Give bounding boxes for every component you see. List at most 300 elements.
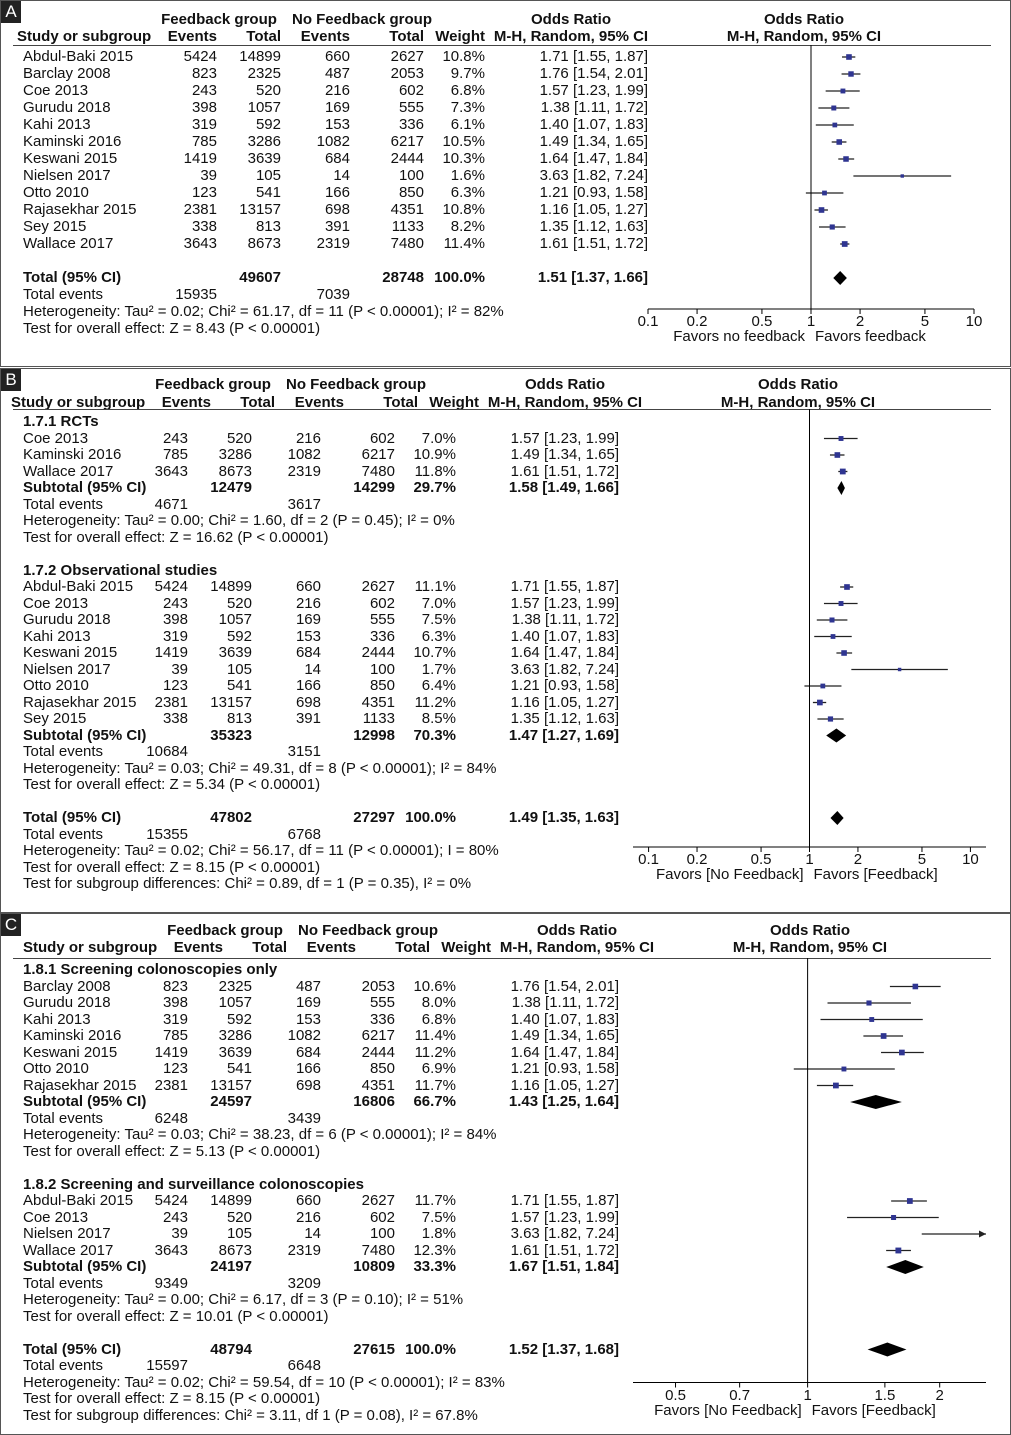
events1-cell: 785 [191,133,217,150]
study-column-header: Study or subgroup [23,939,158,956]
or-ci-cell: 1.38 [1.11, 1.72] [511,611,619,628]
total2-cell: 4351 [390,201,424,218]
events1-cell: 319 [162,627,188,645]
study-name: Coe 2013 [23,82,89,99]
or-ci-cell: 1.40 [1.07, 1.83] [510,627,619,645]
study-name: Nielsen 2017 [23,660,111,678]
or-ci-cell: 1.43 [1.25, 1.64] [508,1093,619,1110]
plot-title: Odds Ratio [763,11,844,28]
weight-cell: 11.8% [414,462,456,480]
or-ci-cell: 1.64 [1.47, 1.84] [510,644,619,661]
total2-cell: 2444 [361,644,395,661]
weight-cell: 7.5% [421,611,456,628]
events2-cell: 487 [324,65,350,82]
events1-cell: 823 [191,65,217,82]
weight-header: Weight [435,28,485,45]
x-tick-label: 0.1 [637,313,659,330]
total1-cell: 105 [226,1225,252,1242]
ci-arrow [979,1231,986,1238]
events2-total: 3151 [287,743,321,760]
events2-cell: 216 [295,429,321,447]
study-point [836,139,842,145]
study-point [869,1017,874,1022]
weight-cell: 8.5% [421,710,456,727]
or-ci-cell: 1.21 [0.93, 1.58] [510,677,619,694]
events1-cell: 1419 [154,1043,188,1061]
events-label: Total events [23,825,104,843]
study-point [913,984,919,990]
events2-total: 3617 [287,495,321,513]
events2-cell: 391 [295,710,321,727]
events1-cell: 2381 [154,1076,188,1094]
or-column-title: Odds Ratio [530,11,611,28]
study-name: Otto 2010 [23,1060,89,1077]
or-ci-cell: 1.71 [1.55, 1.87] [510,1192,619,1209]
study-point [842,241,848,247]
weight-cell: 100.0% [405,809,456,826]
x-tick-label: 0.2 [686,313,708,330]
x-tick-label: 5 [917,851,927,868]
total1-header: Total [252,939,287,956]
subtotal-label: Subtotal (95% CI) [23,726,147,744]
total2-cell: 555 [398,99,424,116]
study-point [866,1000,871,1005]
study-name: Kahi 2013 [23,627,91,645]
total1-cell: 592 [226,1010,252,1028]
total1-header: Total [246,28,281,45]
events2-cell: 14 [304,1225,321,1242]
study-name: Gurudu 2018 [23,99,111,116]
events1-cell: 338 [191,218,217,235]
study-point [881,1033,887,1039]
favors-right-label: Favors [Feedback] [811,1401,936,1419]
events2-cell: 169 [295,994,321,1011]
or-ci-cell: 1.51 [1.37, 1.66] [537,269,648,286]
weight-cell: 10.8% [442,48,485,65]
summary-text: Test for subgroup differences: Chi² = 0.89, df = 1 (P = 0.35), I² = 0% [23,875,472,892]
summary-text: Heterogeneity: Tau² = 0.00; Chi² = 1.60, df = 2 (P = 0.45); I² = 0% [23,512,455,529]
favors-left-label: Favors no feedback [673,328,805,345]
events2-cell: 14 [333,167,350,184]
subtotal-label: Subtotal (95% CI) [23,479,147,496]
x-tick-label: 0.5 [751,313,773,330]
weight-cell: 10.8% [442,201,485,218]
group2-header: No Feedback group [297,922,439,939]
weight-cell: 100.0% [405,1340,456,1358]
total2-cell: 850 [369,677,395,694]
total1-cell: 2325 [218,977,252,995]
study-point [843,156,849,162]
events1-cell: 123 [162,677,188,694]
study-name: Barclay 2008 [23,977,111,995]
study-point [833,1083,839,1089]
pooled-diamond [826,729,846,743]
total-label: Total (95% CI) [23,1340,122,1358]
events2-cell: 684 [295,644,321,661]
events1-header: Events [167,28,217,45]
weight-cell: 11.4% [443,235,485,252]
x-tick-label: 2 [853,851,863,868]
events1-cell: 39 [171,1225,188,1242]
weight-cell: 6.3% [421,627,456,645]
study-column-header: Study or subgroup [11,394,146,411]
total2-cell: 27615 [353,1340,395,1358]
weight-cell: 6.4% [421,677,456,694]
events2-cell: 216 [295,1208,321,1226]
or-ci-cell: 1.16 [1.05, 1.27] [510,1076,619,1094]
events1-cell: 338 [162,710,188,727]
events1-cell: 398 [162,611,188,628]
events2-cell: 216 [295,594,321,612]
events1-cell: 823 [162,977,188,995]
pooled-diamond [830,811,843,825]
weight-cell: 6.8% [450,82,485,99]
pooled-diamond [886,1260,924,1274]
events1-total: 15597 [146,1357,188,1374]
subtotal-label: Subtotal (95% CI) [23,1258,147,1275]
study-name: Rajasekhar 2015 [23,1076,137,1094]
or-ci-cell: 1.76 [1.54, 2.01] [510,977,619,995]
or-ci-cell: 1.71 [1.55, 1.87] [510,578,619,595]
study-name: Rajasekhar 2015 [23,693,137,711]
or-ci-cell: 1.61 [1.51, 1.72] [510,1241,619,1259]
total1-cell: 13157 [239,201,281,218]
total-label: Total (95% CI) [23,809,122,826]
x-tick-label: 1 [803,1386,812,1404]
total2-cell: 100 [369,660,395,678]
events2-cell: 2319 [287,1241,321,1259]
total1-cell: 541 [226,1060,252,1077]
total2-header: Total [389,28,424,45]
x-tick-label: 0.1 [638,851,659,868]
study-point [841,1067,846,1072]
events2-cell: 684 [324,150,350,167]
events2-total: 7039 [316,286,350,303]
study-name: Coe 2013 [23,594,89,612]
total1-cell: 12479 [210,479,252,496]
or-ci-cell: 3.63 [1.82, 7.24] [539,167,648,184]
summary-text: Test for overall effect: Z = 8.43 (P < 0.00001) [23,320,321,337]
total2-cell: 6217 [390,133,424,150]
or-ci-cell: 1.49 [1.34, 1.65] [510,446,619,463]
weight-cell: 9.7% [450,65,485,82]
favors-left-label: Favors [No Feedback] [654,1401,802,1419]
summary-text: Heterogeneity: Tau² = 0.02; Chi² = 56.17, df = 11 (P < 0.00001); I = 80% [23,842,499,859]
study-name: Nielsen 2017 [23,1225,111,1242]
summary-text: Heterogeneity: Tau² = 0.03; Chi² = 38.23, df = 6 (P < 0.00001); I² = 84% [23,1126,497,1143]
study-name: Wallace 2017 [23,462,114,480]
subgroup-header: 1.8.2 Screening and surveillance colonoscopies [23,1175,364,1193]
or-ci-cell: 1.52 [1.37, 1.68] [508,1340,619,1358]
total1-cell: 813 [255,218,281,235]
pooled-diamond [850,1095,902,1109]
study-name: Wallace 2017 [23,235,114,252]
events2-cell: 166 [295,1060,321,1077]
or-ci-cell: 1.40 [1.07, 1.83] [539,116,648,133]
subgroup-header: 1.7.1 RCTs [23,413,99,430]
or-ci-cell: 1.71 [1.55, 1.87] [539,48,648,65]
study-name: Otto 2010 [23,677,89,694]
x-tick-label: 0.7 [729,1386,751,1404]
weight-cell: 10.6% [413,977,456,995]
total2-cell: 555 [369,611,395,628]
x-tick-label: 10 [962,851,979,868]
total2-cell: 850 [369,1060,395,1077]
total2-cell: 1133 [391,218,424,235]
weight-cell: 29.7% [413,479,456,496]
group2-header: No Feedback group [285,376,427,393]
or-ci-cell: 1.61 [1.51, 1.72] [539,235,648,252]
study-name: Barclay 2008 [23,65,111,82]
events1-cell: 39 [200,167,217,184]
study-point [832,123,837,128]
study-name: Wallace 2017 [23,1241,114,1259]
or-ci-cell: 1.16 [1.05, 1.27] [510,693,619,711]
study-name: Keswani 2015 [23,1043,118,1061]
or-ci-cell: 1.49 [1.34, 1.65] [539,133,648,150]
study-name: Nielsen 2017 [23,167,111,184]
weight-cell: 1.7% [421,660,456,678]
events2-cell: 684 [295,1043,321,1061]
group2-header: No Feedback group [291,11,433,28]
events2-cell: 153 [295,627,321,645]
events1-cell: 3643 [154,462,188,480]
or-ci-cell: 1.67 [1.51, 1.84] [508,1258,619,1275]
or-ci-cell: 1.21 [0.93, 1.58] [510,1060,619,1077]
total1-cell: 48794 [210,1340,252,1358]
study-point [840,469,846,475]
events1-cell: 2381 [154,693,188,711]
total1-cell: 541 [226,677,252,694]
or-ci-cell: 1.76 [1.54, 2.01] [539,65,648,82]
events1-total: 15355 [146,825,188,843]
weight-header: Weight [441,939,491,956]
or-ci-cell: 1.21 [0.93, 1.58] [539,184,648,201]
events2-cell: 660 [295,1192,321,1209]
total2-cell: 2053 [390,65,424,82]
total1-cell: 3286 [218,1027,252,1044]
weight-cell: 10.9% [413,446,456,463]
total2-cell: 336 [369,627,395,645]
total2-cell: 602 [369,594,395,612]
total1-cell: 3639 [218,644,252,661]
study-point [820,684,825,689]
study-point [831,106,836,111]
total1-cell: 3639 [218,1043,252,1061]
events-label: Total events [23,1109,104,1127]
study-point [828,716,833,721]
x-tick-label: 1 [806,313,816,330]
x-tick-label: 2 [855,313,865,330]
pooled-diamond [868,1343,907,1357]
events-label: Total events [23,1274,104,1292]
events2-cell: 153 [295,1010,321,1028]
summary-text: Heterogeneity: Tau² = 0.02; Chi² = 61.17, df = 11 (P < 0.00001); I² = 82% [23,303,504,320]
summary-text: Test for overall effect: Z = 16.62 (P < 0.00001) [23,528,329,546]
total1-cell: 14899 [210,578,252,595]
study-name: Gurudu 2018 [23,994,111,1011]
summary-text: Heterogeneity: Tau² = 0.00; Chi² = 6.17, df = 3 (P = 0.10); I² = 51% [23,1291,464,1308]
events1-cell: 785 [162,1027,188,1044]
total1-cell: 14899 [210,1192,252,1209]
total1-cell: 520 [255,82,281,99]
study-point [841,650,847,656]
events2-cell: 660 [324,48,350,65]
events1-header: Events [161,394,211,411]
weight-cell: 70.3% [413,726,456,744]
study-name: Kahi 2013 [23,116,91,133]
events2-cell: 660 [295,578,321,595]
total1-cell: 105 [226,660,252,678]
total1-cell: 592 [226,627,252,645]
total2-cell: 602 [369,429,395,447]
plot-method-header: M-H, Random, 95% CI [720,394,876,411]
events1-cell: 5424 [154,1192,188,1209]
or-ci-cell: 3.63 [1.82, 7.24] [510,660,619,678]
total2-cell: 2627 [361,1192,395,1209]
events1-cell: 5424 [183,48,217,65]
total1-cell: 13157 [210,693,252,711]
total1-cell: 520 [226,1208,252,1226]
total-label: Total (95% CI) [23,269,122,286]
total2-cell: 6217 [361,1027,395,1044]
total1-header: Total [240,394,275,411]
total2-cell: 2444 [361,1043,395,1061]
study-point [830,224,835,229]
plot-method-header: M-H, Random, 95% CI [732,939,888,956]
panel-label: A [1,1,21,23]
weight-cell: 10.3% [442,150,485,167]
group1-header: Feedback group [155,376,271,393]
or-ci-cell: 1.61 [1.51, 1.72] [510,462,619,480]
weight-cell: 6.1% [450,116,485,133]
study-name: Kahi 2013 [23,1010,91,1028]
total1-cell: 520 [226,429,252,447]
events2-cell: 2319 [316,235,350,252]
subtotal-label: Subtotal (95% CI) [23,1093,147,1110]
study-name: Kaminski 2016 [23,446,122,463]
group1-header: Feedback group [167,922,283,939]
study-point [898,668,901,671]
or-method-header: M-H, Random, 95% CI [493,28,649,45]
total2-cell: 27297 [353,809,395,826]
total1-cell: 520 [226,594,252,612]
total2-cell: 336 [369,1010,395,1028]
or-ci-cell: 1.49 [1.35, 1.63] [508,809,619,826]
weight-cell: 11.4% [414,1027,456,1044]
study-name: Abdul-Baki 2015 [23,48,134,65]
study-name: Kaminski 2016 [23,133,122,150]
events2-cell: 1082 [287,1027,321,1044]
events2-cell: 153 [324,116,350,133]
events2-header: Events [300,28,350,45]
total1-cell: 8673 [218,1241,252,1259]
study-point [840,89,845,94]
total1-cell: 8673 [218,462,252,480]
study-name: Sey 2015 [23,218,87,235]
x-tick-label: 1.5 [874,1386,896,1404]
or-method-header: M-H, Random, 95% CI [499,939,655,956]
weight-cell: 100.0% [434,269,485,286]
subgroup-header: 1.7.2 Observational studies [23,561,218,579]
or-ci-cell: 3.63 [1.82, 7.24] [510,1225,619,1242]
x-tick-label: 10 [965,313,983,330]
total1-cell: 3286 [218,446,252,463]
or-ci-cell: 1.35 [1.12, 1.63] [539,218,648,235]
weight-cell: 6.8% [421,1010,456,1028]
events1-cell: 243 [162,594,188,612]
study-name: Coe 2013 [23,429,89,447]
or-column-title: Odds Ratio [536,922,617,939]
events1-cell: 319 [191,116,217,133]
events2-cell: 216 [324,82,350,99]
total2-cell: 2627 [390,48,424,65]
events-label: Total events [23,286,104,303]
events1-cell: 785 [162,446,188,463]
events1-cell: 398 [162,994,188,1011]
total2-cell: 12998 [353,726,395,744]
weight-cell: 7.5% [421,1208,456,1226]
events2-total: 6648 [287,1357,321,1374]
study-point [830,617,835,622]
or-ci-cell: 1.38 [1.11, 1.72] [540,99,648,116]
total2-cell: 4351 [361,693,395,711]
favors-left-label: Favors [No Feedback] [655,866,804,883]
events1-cell: 5424 [154,578,188,595]
study-point [901,174,904,177]
events1-cell: 243 [191,82,217,99]
weight-header: Weight [429,394,479,411]
total2-cell: 7480 [361,1241,395,1259]
events2-cell: 166 [295,677,321,694]
total1-cell: 47802 [210,809,252,826]
events1-total: 4671 [154,495,188,513]
x-tick-label: 5 [920,313,930,330]
weight-cell: 11.2% [414,1043,456,1061]
weight-cell: 10.7% [413,644,456,661]
weight-cell: 1.8% [421,1225,456,1242]
total1-cell: 13157 [210,1076,252,1094]
weight-cell: 7.0% [421,594,456,612]
total1-cell: 3286 [247,133,281,150]
or-column-title: Odds Ratio [524,376,605,393]
study-point [848,71,853,76]
events1-cell: 3643 [183,235,217,252]
study-point [831,634,836,639]
total2-cell: 602 [398,82,424,99]
total2-cell: 602 [369,1208,395,1226]
x-tick-label: 0.5 [750,851,772,868]
study-name: Kaminski 2016 [23,1027,122,1044]
plot-title: Odds Ratio [769,922,850,939]
events2-cell: 169 [324,99,350,116]
study-point [839,601,844,606]
study-point [907,1198,913,1204]
events1-cell: 1419 [183,150,217,167]
study-point [817,700,823,706]
events2-cell: 169 [295,611,321,628]
total2-cell: 100 [398,167,424,184]
events1-cell: 123 [162,1060,188,1077]
weight-cell: 11.2% [414,693,456,711]
events2-cell: 391 [324,218,350,235]
total2-cell: 2053 [361,977,395,995]
study-name: Otto 2010 [23,184,89,201]
or-ci-cell: 1.16 [1.05, 1.27] [539,201,648,218]
events1-cell: 3643 [154,1241,188,1259]
total1-cell: 3639 [247,150,281,167]
events2-cell: 166 [324,184,350,201]
